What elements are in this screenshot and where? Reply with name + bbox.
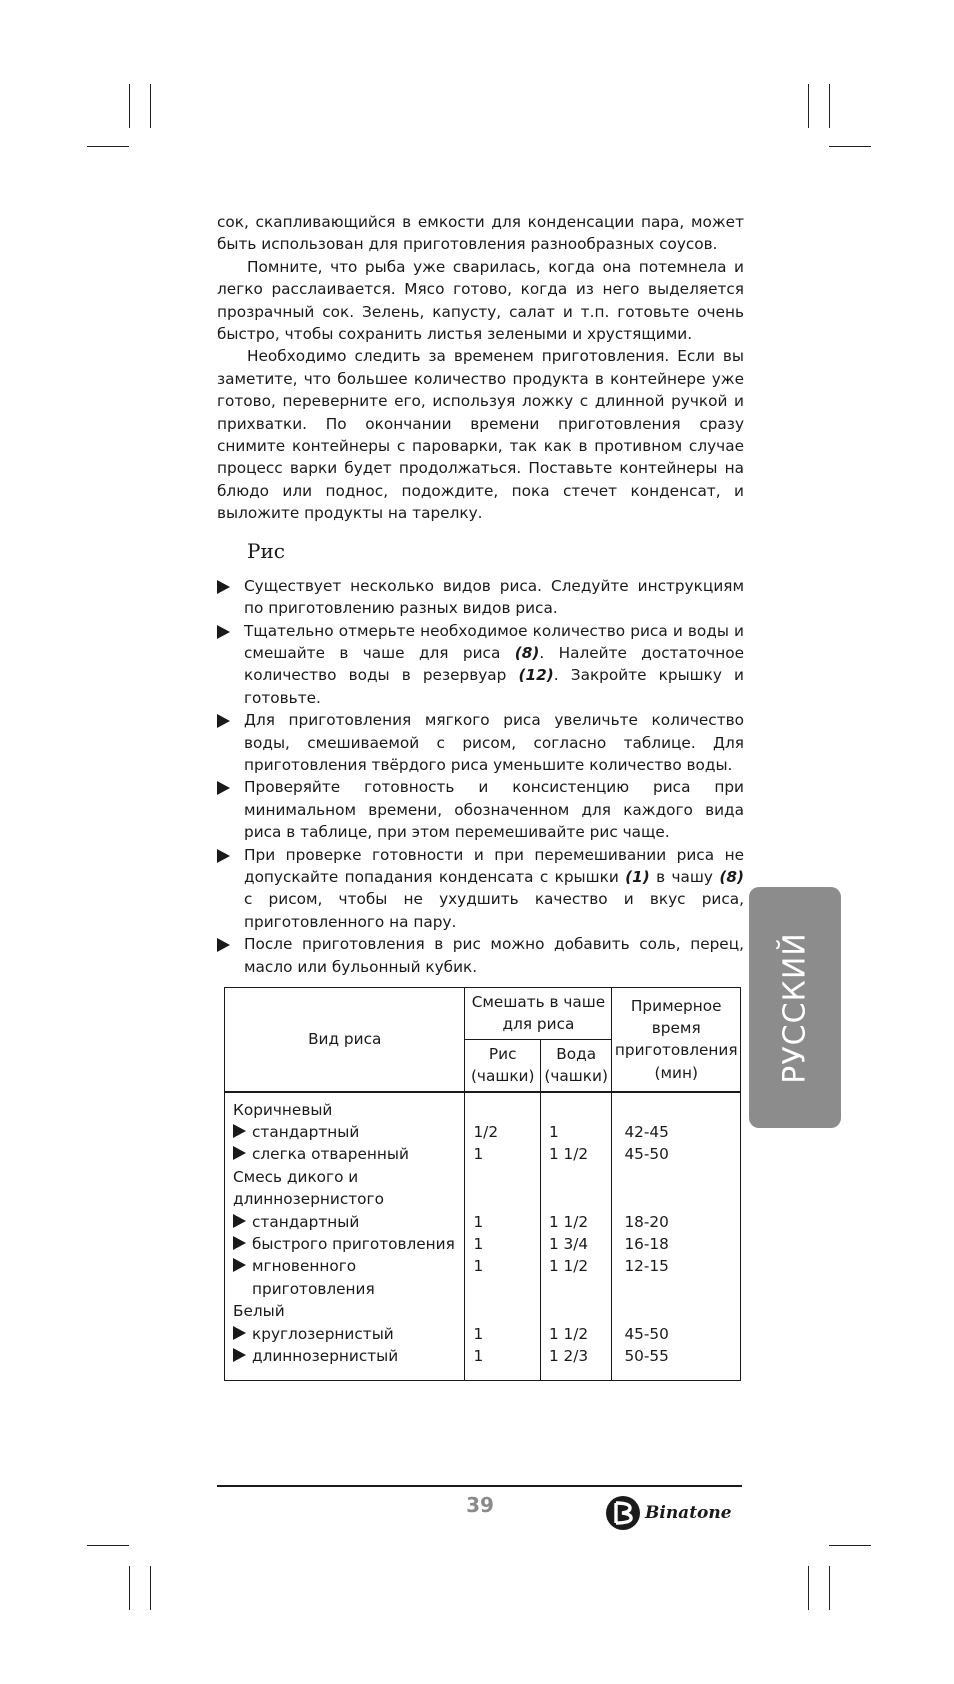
- cell-time: 12-15: [612, 1255, 741, 1277]
- cell-time: 45-50: [612, 1323, 741, 1345]
- cell-water: [540, 1300, 611, 1322]
- triangle-bullet-icon: [217, 580, 230, 594]
- cell-time: [612, 1166, 741, 1188]
- rice-type-cell: [225, 1345, 465, 1380]
- bullet-text: в чашу: [649, 867, 720, 886]
- part-reference: (8): [514, 643, 540, 662]
- cell-time: [612, 1300, 741, 1322]
- cell-time: [612, 1092, 741, 1121]
- bullet-text: Для приготовления мягкого риса увеличьте количество воды, смешиваемой с рисом, согласно таблице. Для приготовления твёрдого риса уменьшите количество воды.: [244, 711, 744, 774]
- col-header-type: Вид риса: [225, 988, 465, 1092]
- triangle-bullet-icon: [233, 1146, 246, 1160]
- cell-rice: 1: [465, 1143, 541, 1165]
- cell-water: 1 1/2: [540, 1143, 611, 1165]
- triangle-bullet-icon: [217, 849, 230, 863]
- bullet-item: [217, 709, 744, 776]
- page-number: 39: [466, 1493, 494, 1517]
- bullet-list: [217, 575, 744, 978]
- section-heading: Рис: [247, 538, 285, 563]
- table-row: [225, 1300, 741, 1322]
- table-row: [225, 1323, 741, 1345]
- rice-type-label: Белый: [233, 1302, 285, 1321]
- rice-type-cell: [225, 1211, 465, 1233]
- language-tab: [749, 887, 841, 1128]
- rice-type-label: круглозернистый: [252, 1324, 394, 1343]
- crop-mark: [829, 1566, 830, 1610]
- rice-type-label: длиннозернистый: [252, 1347, 399, 1366]
- table-row: [225, 1143, 741, 1165]
- table-row: [225, 1121, 741, 1143]
- cell-time: [612, 1188, 741, 1210]
- triangle-bullet-icon: [233, 1124, 246, 1138]
- triangle-bullet-icon: [233, 1348, 246, 1362]
- footer-divider: [217, 1485, 742, 1487]
- rice-type-label: быстрого приготовления: [252, 1235, 455, 1254]
- crop-mark: [150, 1566, 151, 1610]
- col-header-rice: Рис (чашки): [465, 1039, 541, 1091]
- bullet-text: с рисом, чтобы не ухудшить качество и вкус риса, приготовленного на пару.: [244, 890, 744, 931]
- rice-type-label: длиннозернистого: [233, 1190, 384, 1209]
- binatone-logo-icon: [605, 1495, 641, 1531]
- cell-water: [540, 1278, 611, 1300]
- table-body: [225, 1092, 741, 1380]
- bullet-text: При проверке готовности и при перемешивании риса не допускайте попадания конденсата с крышки: [244, 845, 744, 886]
- rice-type-cell: [225, 1255, 465, 1277]
- table-row: [225, 1188, 741, 1210]
- bullet-text: . Налейте достаточное количество воды в резервуар: [244, 643, 744, 685]
- triangle-bullet-icon: [217, 625, 230, 639]
- paragraph: Необходимо следить за временем приготовления. Если вы заметите, что большее количество продукта в контейнере уже готово, переверните его, используя ложку с длинной ручкой и прихватки. По окончании времени приготовления сразу снимите контейнеры с пароварки, так как в противном случае процесс варки будет продолжаться. Поставьте контейнеры на блюдо или поднос, подождите, пока стечет конденсат, и выложите продукты на тарелку.: [217, 347, 744, 523]
- table-row: [225, 1211, 741, 1233]
- col-header-water: Вода (чашки): [540, 1039, 611, 1091]
- paragraph: Помните, что рыба уже сварилась, когда она потемнела и легко расслаивается. Мясо готово, когда из него выделяется прозрачный сок. Зелень, капусту, салат и т.п. готовьте очень быстро, чтобы сохранить листья зелеными и хрустящими.: [217, 257, 744, 344]
- crop-mark: [829, 1545, 871, 1546]
- cell-water: [540, 1188, 611, 1210]
- cell-water: 1 2/3: [540, 1345, 611, 1380]
- rice-type-cell: [225, 1166, 465, 1188]
- cell-water: 1 1/2: [540, 1211, 611, 1233]
- triangle-bullet-icon: [217, 714, 230, 728]
- bullet-text: Существует несколько видов риса. Следуйте инструкциям по приготовлению разных видов риса.: [244, 576, 744, 618]
- triangle-bullet-icon: [233, 1258, 246, 1272]
- cell-water: [540, 1092, 611, 1121]
- bullet-text: Тщательно отмерьте необходимое количество риса и воды и смешайте в чаше для риса: [244, 621, 744, 662]
- table-header: [225, 988, 741, 1092]
- cell-rice: 1: [465, 1345, 541, 1380]
- rice-type-label: стандартный: [252, 1212, 360, 1231]
- cell-time: [612, 1278, 741, 1300]
- cell-time: 50-55: [612, 1345, 741, 1380]
- crop-mark: [129, 1566, 130, 1610]
- cell-rice: 1/2: [465, 1121, 541, 1143]
- crop-mark: [829, 84, 830, 128]
- bullet-text: Проверяйте готовность и консистенцию риса при минимальном времени, обозначенном для каждого вида риса в таблице, при этом перемешивайте рис чаще.: [244, 778, 744, 842]
- table-row: [225, 1092, 741, 1121]
- triangle-bullet-icon: [217, 781, 230, 795]
- crop-mark: [129, 84, 130, 128]
- cell-rice: [465, 1166, 541, 1188]
- cell-water: 1 1/2: [540, 1255, 611, 1277]
- triangle-bullet-icon: [217, 938, 230, 952]
- rice-cooking-table: [224, 987, 741, 1381]
- cell-time: 16-18: [612, 1233, 741, 1255]
- triangle-bullet-icon: [233, 1236, 246, 1250]
- language-label: РУССКИЙ: [777, 931, 813, 1084]
- rice-type-cell: [225, 1092, 465, 1121]
- bullet-text: . Закройте крышку и готовьте.: [244, 666, 744, 707]
- table-row: [225, 1345, 741, 1380]
- cell-rice: [465, 1300, 541, 1322]
- cell-rice: [465, 1188, 541, 1210]
- cell-time: 18-20: [612, 1211, 741, 1233]
- cell-water: [540, 1166, 611, 1188]
- cell-rice: 1: [465, 1211, 541, 1233]
- brand-name: Binatone: [645, 1503, 732, 1523]
- cell-rice: 1: [465, 1233, 541, 1255]
- brand-logo: [605, 1493, 745, 1533]
- part-reference: (8): [719, 867, 744, 886]
- rice-type-cell: [225, 1143, 465, 1165]
- rice-type-cell: [225, 1188, 465, 1210]
- bullet-text: После приготовления в рис можно добавить соль, перец, масло или бульонный кубик.: [244, 935, 744, 976]
- rice-type-cell: [225, 1300, 465, 1322]
- table-row: [225, 1255, 741, 1277]
- cell-water: 1 3/4: [540, 1233, 611, 1255]
- part-reference: (1): [625, 867, 650, 886]
- bullet-item: [217, 844, 744, 934]
- cell-rice: [465, 1278, 541, 1300]
- cell-time: 42-45: [612, 1121, 741, 1143]
- table-row: [225, 1233, 741, 1255]
- bullet-item: [217, 620, 744, 710]
- rice-type-label: слегка отваренный: [252, 1145, 409, 1164]
- triangle-bullet-icon: [233, 1214, 246, 1228]
- bullet-item: [217, 575, 744, 620]
- crop-mark: [87, 146, 129, 147]
- cell-rice: [465, 1092, 541, 1121]
- col-header-mix: Смешать в чаше для риса: [465, 988, 612, 1040]
- cell-rice: 1: [465, 1255, 541, 1277]
- cell-rice: 1: [465, 1323, 541, 1345]
- crop-mark: [808, 1566, 809, 1610]
- rice-type-cell: [225, 1233, 465, 1255]
- rice-type-label: приготовления: [252, 1279, 375, 1298]
- cell-water: 1: [540, 1121, 611, 1143]
- cell-time: 45-50: [612, 1143, 741, 1165]
- bullet-item: [217, 776, 744, 843]
- triangle-bullet-icon: [233, 1326, 246, 1340]
- bullet-item: [217, 933, 744, 978]
- crop-mark: [87, 1545, 129, 1546]
- part-reference: (12): [518, 666, 554, 685]
- col-header-time: Примерное время приготовления (мин): [612, 988, 741, 1092]
- rice-type-label: стандартный: [252, 1123, 360, 1142]
- crop-mark: [829, 146, 871, 147]
- paragraph: сок, скапливающийся в емкости для конденсации пара, может быть использован для приготовления разнообразных соусов.: [217, 213, 744, 254]
- rice-type-label: мгновенного: [252, 1257, 357, 1276]
- crop-mark: [808, 84, 809, 128]
- crop-mark: [150, 84, 151, 128]
- main-content: [217, 211, 744, 978]
- table-row: [225, 1278, 741, 1300]
- rice-type-cell: [225, 1121, 465, 1143]
- cell-water: 1 1/2: [540, 1323, 611, 1345]
- rice-type-label: Коричневый: [233, 1100, 333, 1119]
- rice-type-label: Смесь дикого и: [233, 1167, 359, 1186]
- rice-type-cell: [225, 1323, 465, 1345]
- table-row: [225, 1166, 741, 1188]
- rice-type-cell: [225, 1278, 465, 1300]
